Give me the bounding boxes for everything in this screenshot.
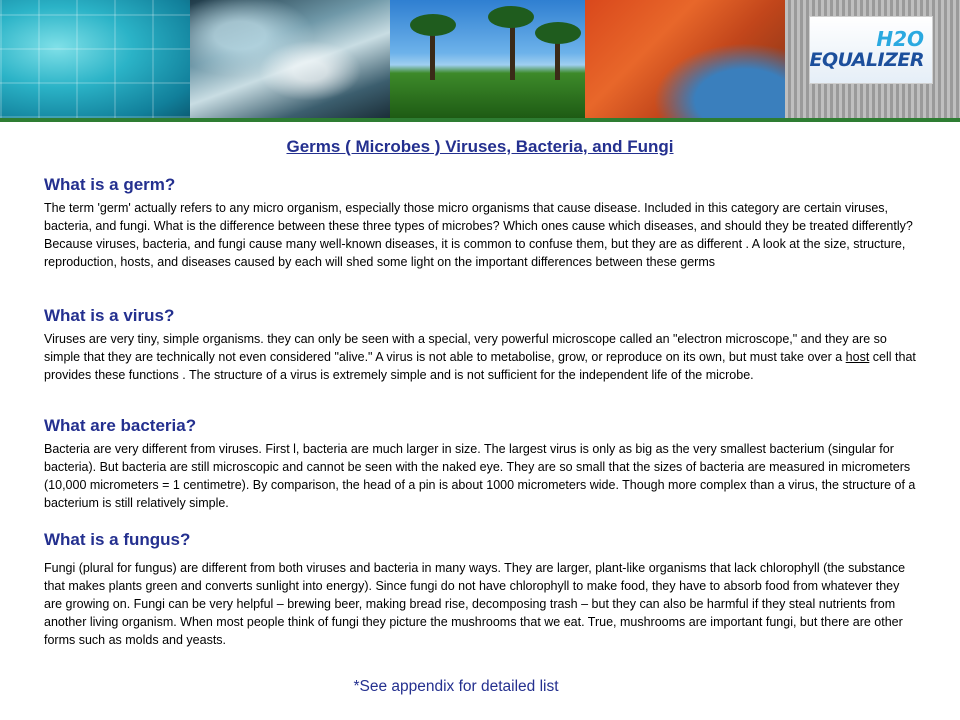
heading-germ: What is a germ? [44, 175, 176, 194]
paragraph-germ: The term 'germ' actually refers to any micro organism, especially those micro organisms that cause disease. Included in this category are certain viruses, bacteria, and fungi. What is the difference between these three types of microbes? Which ones cause which diseases, and should they be treated differently? Because viruses, bacteria, and fungi cause many well-known diseases, it is common to confuse them, but they are as different . A look at the size, structure, reproduction, hosts, and diseases caused by each will shed some light on the important differences between these germs [44, 201, 913, 269]
appendix-footnote: *See appendix for detailed list [353, 678, 559, 695]
paragraph-virus [44, 330, 920, 384]
logo-line2: EQUALIZER [809, 49, 924, 71]
paragraph-fungus: Fungi (plural for fungus) are different from both viruses and bacteria in many ways. They are larger, plant-like organisms that lack chlorophyll (the substance that makes plants green and converts sunlight into energy). Since fungi do not have chlorophyll to make food, they have to absorb food from whatever they are growing on. Fungi can be very helpful – brewing beer, making bread rise, decomposing trash – but they can also be harmful if they steal nutrients from another living organism. When most people think of fungi they picture the mushrooms that we eat. True, mushrooms are important fungi, but there are other forms such as molds and yeasts. [44, 561, 906, 647]
virus-text-part2: cell that provides these functions . The structure of a virus is extremely simple and is not sufficient for the independent life of the microbe. [44, 350, 916, 382]
header-divider [0, 118, 960, 122]
heading-fungus: What is a fungus? [44, 530, 191, 549]
host-link[interactable]: host [845, 350, 870, 364]
marsh-lake-image [585, 0, 785, 118]
paragraph-bacteria: Bacteria are very different from viruses. First l, bacteria are much larger in size. The largest virus is only as big as the very smallest bacterium (singular for bacteria). But bacteria are still microscopic and cannot be seen with the naked eye. They are so small that the sizes of bacteria are measured in micrometers (10,000 micrometers = 1 centimetre). By comparison, the head of a pin is about 1000 micrometers wide. Though more complex than a virus, the structure of a bacterium is still relatively simple. [44, 442, 916, 510]
palm-beach-image [390, 0, 585, 118]
heading-virus: What is a virus? [44, 306, 175, 325]
page-title[interactable]: Germs ( Microbes ) Viruses, Bacteria, and Fungi [286, 137, 674, 156]
virus-text-part1: Viruses are very tiny, simple organisms. they can only be seen with a special, very powerful microscope called an "electron microscope," and they are so simple that they are technically not even considered "alive." A virus is not able to metabolise, grow, or reproduce on its own, but must take over a [44, 332, 887, 364]
stream-water-image [190, 0, 390, 118]
heading-bacteria: What are bacteria? [44, 416, 197, 435]
header-banner [0, 0, 960, 118]
pool-water-image [0, 0, 190, 118]
logo-line1: H2O [876, 27, 924, 51]
h2o-equalizer-logo [809, 16, 933, 84]
logo-panel [785, 0, 960, 118]
